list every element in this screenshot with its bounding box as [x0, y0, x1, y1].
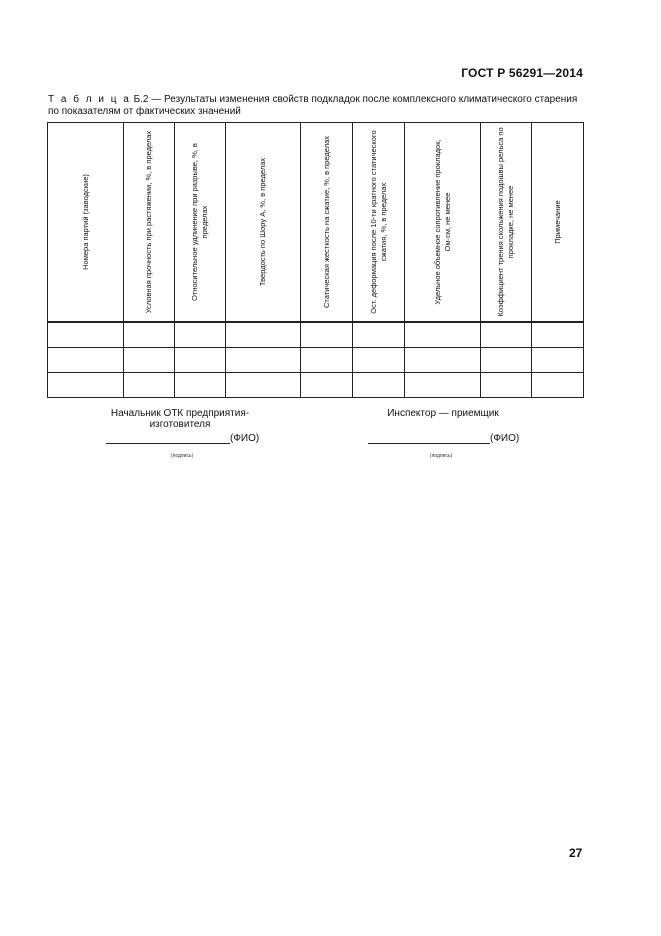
table-cell	[175, 373, 226, 398]
table-cell	[532, 322, 584, 348]
table-row	[48, 322, 584, 348]
signature-right-hint: (подпись)	[430, 453, 453, 459]
table-cell	[226, 373, 301, 398]
table-cell	[353, 348, 405, 373]
column-header: Условная прочность при растяжении, %, в пределах	[124, 123, 175, 323]
table-caption	[48, 94, 584, 117]
column-header: Удельное объемное сопротивление прокладок, Ом·см, не менее	[405, 123, 481, 323]
table-cell	[124, 348, 175, 373]
signature-right-fio: (ФИО)	[490, 433, 520, 444]
table-cell	[353, 322, 405, 348]
signature-left-line	[106, 433, 259, 444]
caption-lead: Т а б л и ц а	[48, 94, 131, 105]
column-header: Примечание	[532, 123, 584, 323]
table-cell	[301, 322, 353, 348]
column-header: Относительное удлинение при разрыве, %, в пределах	[175, 123, 226, 323]
table-cell	[405, 322, 481, 348]
table-cell	[226, 322, 301, 348]
table-row	[48, 348, 584, 373]
table-cell	[48, 373, 124, 398]
table-cell	[301, 348, 353, 373]
table-cell	[481, 322, 532, 348]
column-header: Твердость по Шору А, %, в пределах	[226, 123, 301, 323]
column-header: Ост. деформация после 10-ти кратного статического сжатия, %, в пределах	[353, 123, 405, 323]
table-cell	[124, 322, 175, 348]
table-header-row	[48, 123, 584, 323]
table-cell	[48, 348, 124, 373]
table-cell	[532, 373, 584, 398]
table-cell	[175, 322, 226, 348]
table-cell	[481, 348, 532, 373]
table-cell	[405, 348, 481, 373]
signature-left-title: Начальник ОТК предприятия-изготовителя	[110, 408, 250, 430]
table-cell	[124, 373, 175, 398]
table-cell	[532, 348, 584, 373]
column-header: Номера партий (заводские)	[48, 123, 124, 323]
page-number: 27	[569, 846, 583, 860]
column-header: Статическая жесткость на сжатие, %, в пределах	[301, 123, 353, 323]
signature-right-line	[368, 433, 519, 444]
table-cell	[405, 373, 481, 398]
table-cell	[48, 322, 124, 348]
table-cell	[481, 373, 532, 398]
signature-right-title: Инспектор — приемщик	[387, 408, 499, 419]
signature-left-fio: (ФИО)	[230, 433, 260, 444]
signature-left-hint: (подпись)	[171, 453, 194, 459]
table-row	[48, 373, 584, 398]
results-table	[47, 122, 584, 398]
table-cell	[175, 348, 226, 373]
table-cell	[301, 373, 353, 398]
table-cell	[353, 373, 405, 398]
document-id: ГОСТ Р 56291—2014	[461, 66, 583, 80]
column-header: Коэффициент трения скольжения подошвы рельса по прокладке, не менее	[481, 123, 532, 323]
table-cell	[226, 348, 301, 373]
caption-text: Б.2 — Результаты изменения свойств подкладок после комплексного климатического старения по показателям от фактических значений	[48, 94, 578, 117]
